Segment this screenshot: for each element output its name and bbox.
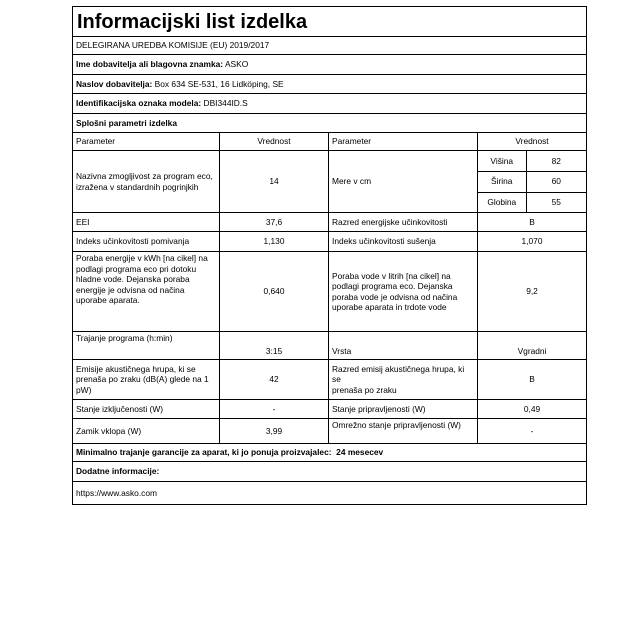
capacity-label: Nazivna zmogljivost za program eco, izražena v standardnih pogrinjkih <box>73 151 220 213</box>
col-value-2: Vrednost <box>478 133 587 151</box>
energy-consumption-label: Poraba energije v kWh [na cikel] na podlagi programa eco pri dotoku hladne vode. Dejanska poraba energije je odvisna od načina uporabe aparata. <box>73 252 220 332</box>
table-row <box>73 232 587 252</box>
supplier-address-row <box>73 75 587 94</box>
noise-class-label-line-1: Razred emisij akustičnega hrupa, ki se <box>332 363 465 385</box>
model-id-value: DBI344ID.S <box>203 98 248 109</box>
standby-label: Stanje pripravljenosti (W) <box>329 400 478 419</box>
additional-info-row <box>73 462 587 482</box>
table-row <box>73 360 587 400</box>
capacity-value: 14 <box>220 151 329 213</box>
additional-info-label: Dodatne informacije: <box>73 462 587 482</box>
col-param-1: Parameter <box>73 133 220 151</box>
dimensions-table <box>478 151 586 212</box>
energy-consumption-value: 0,640 <box>220 252 329 332</box>
additional-info-value-row <box>73 482 587 505</box>
standby-value: 0,49 <box>478 400 587 419</box>
depth-value: 55 <box>551 197 561 207</box>
off-mode-label: Stanje izključenosti (W) <box>73 400 220 419</box>
dimensions-cell <box>478 151 587 213</box>
water-consumption-label: Poraba vode v litrih [na cikel] na podlagi programa eco. Dejanska poraba vode je odvisna od načina uporabe aparata in trdote vode <box>329 252 478 332</box>
supplier-address-value: Box 634 SE-531, 16 Lidköping, SE <box>154 78 284 89</box>
cleaning-index-label: Indeks učinkovitosti pomivanja <box>73 232 220 252</box>
delay-start-label: Zamik vklopa (W) <box>73 419 220 444</box>
table-row <box>73 419 587 444</box>
dimensions-label: Mere v cm <box>329 151 478 213</box>
noise-value: 42 <box>220 360 329 400</box>
energy-class-label: Razred energijske učinkovitosti <box>329 213 478 232</box>
delay-start-value: 3,99 <box>220 419 329 444</box>
eei-label: EEI <box>73 213 220 232</box>
width-value: 60 <box>526 171 586 192</box>
type-value: Vgradni <box>478 332 587 360</box>
general-parameters-header: Splošni parametri izdelka <box>73 114 587 133</box>
duration-label: Trajanje programa (h:min) <box>73 332 220 360</box>
height-value: 82 <box>526 151 586 171</box>
table-row <box>73 400 587 419</box>
title-row <box>73 7 587 37</box>
network-standby-label: Omrežno stanje pripravljenosti (W) <box>329 419 478 444</box>
off-mode-value: - <box>220 400 329 419</box>
type-label: Vrsta <box>329 332 478 360</box>
supplier-name-label: Ime dobavitelja ali blagovna znamka: <box>76 59 224 70</box>
product-information-sheet <box>72 6 586 505</box>
noise-class-label-line-2: prenaša po zraku <box>332 384 397 395</box>
noise-class-label <box>329 360 478 400</box>
drying-index-label: Indeks učinkovitosti sušenja <box>329 232 478 252</box>
energy-class-value: B <box>478 213 587 232</box>
general-parameters-row <box>73 114 587 133</box>
guarantee-value: 24 mesecev <box>336 447 384 458</box>
guarantee-label: Minimalno trajanje garancije za aparat, ki jo ponuja proizvajalec: <box>76 447 332 458</box>
table-row <box>73 151 587 213</box>
width-label: Širina <box>478 171 526 192</box>
table-row <box>73 332 587 360</box>
model-id-label: Identifikacijska oznaka modela: <box>76 98 202 109</box>
regulation-row <box>73 37 587 55</box>
column-header-row <box>73 133 587 151</box>
depth-label: Globina <box>478 192 526 212</box>
cleaning-index-value: 1,130 <box>220 232 329 252</box>
table-row <box>73 213 587 232</box>
noise-class-value: B <box>478 360 587 400</box>
regulation-text: DELEGIRANA UREDBA KOMISIJE (EU) 2019/2017 <box>73 37 587 55</box>
manufacturer-website-link[interactable]: https://www.asko.com <box>76 487 157 498</box>
supplier-name-row <box>73 55 587 75</box>
noise-label: Emisije akustičnega hrupa, ki se prenaša po zraku (dB(A) glede na 1 pW) <box>73 360 220 400</box>
table-row <box>73 252 587 332</box>
page-title: Informacijski list izdelka <box>73 7 587 37</box>
duration-value: 3:15 <box>220 332 329 360</box>
height-label: Višina <box>478 151 526 171</box>
water-consumption-value: 9,2 <box>478 252 587 332</box>
model-id-row <box>73 94 587 114</box>
network-standby-value: - <box>478 419 587 444</box>
drying-index-value: 1,070 <box>478 232 587 252</box>
guarantee-row <box>73 444 587 462</box>
info-table <box>72 6 587 505</box>
eei-value: 37,6 <box>220 213 329 232</box>
supplier-address-label: Naslov dobavitelja: <box>76 78 153 89</box>
col-value-1: Vrednost <box>220 133 329 151</box>
col-param-2: Parameter <box>329 133 478 151</box>
supplier-name-value: ASKO <box>224 59 249 70</box>
